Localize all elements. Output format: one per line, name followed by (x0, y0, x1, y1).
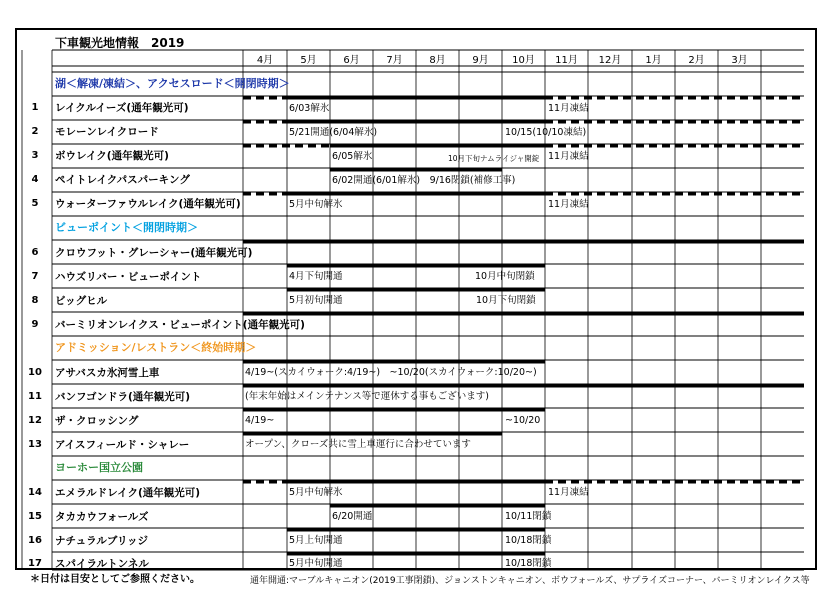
row-name: モレーンレイクロード (55, 126, 159, 138)
row-number: 2 (31, 126, 39, 137)
row-number: 11 (28, 391, 42, 402)
schedule-note: 5月中旬開通 (289, 558, 343, 569)
section-lakes: 湖＜解凍/凍結＞、アクセスロード＜開閉時期＞ (55, 77, 290, 90)
row-number: 15 (28, 511, 42, 522)
row-name: ザ・クロッシング (55, 415, 139, 427)
schedule-note: 6/02開通(6/01解氷) 9/16閉鎖(補修工事) (332, 175, 516, 186)
month-label: 7月 (386, 55, 403, 66)
schedule-note: 10/15(10/10凍結) (505, 127, 587, 138)
row-number: 13 (28, 439, 42, 450)
row-name: スパイラルトンネル (55, 558, 149, 570)
month-label: 3月 (731, 55, 748, 66)
schedule-note: 10/11閉鎖 (505, 511, 552, 522)
schedule-note: 5/21開通(6/04解氷) (289, 127, 378, 138)
schedule-note: 10月中旬閉鎖 (475, 271, 535, 282)
row-number: 3 (31, 150, 39, 161)
month-label: 11月 (555, 55, 578, 66)
section-admission: アドミッション/レストラン＜終始時期＞ (55, 341, 257, 354)
row-number: 5 (31, 198, 39, 209)
schedule-note: 10/18閉鎖 (505, 558, 552, 569)
month-label: 6月 (343, 55, 360, 66)
row-number: 4 (31, 174, 39, 185)
schedule-note: (年末年始はメインテナンス等で運休する事もございます) (245, 391, 489, 402)
row-number: 16 (28, 535, 42, 546)
row-number: 17 (28, 558, 42, 569)
row-name: ハウズリバー・ビューポイント (55, 271, 202, 283)
row-name: ウォーターファウルレイク(通年観光可) (55, 198, 241, 210)
schedule-note: 6/05解氷 (332, 151, 373, 162)
row-name: ビッグヒル (55, 295, 108, 307)
month-label: 9月 (472, 55, 489, 66)
row-number: 10 (28, 367, 42, 378)
schedule-note: 5月中旬解氷 (289, 199, 343, 210)
schedule-note: 6/20開通 (332, 511, 373, 522)
schedule-note: 5月中旬解氷 (289, 487, 343, 498)
row-number: 6 (31, 247, 39, 258)
month-label: 2月 (688, 55, 705, 66)
schedule-note: 5月初旬開通 (289, 295, 343, 306)
schedule-note: 11月凍結 (548, 487, 589, 498)
row-name: ボウレイク(通年観光可) (55, 150, 169, 162)
row-name: タカカウフォールズ (55, 511, 149, 523)
month-label: 12月 (598, 55, 622, 66)
schedule-note: 11月凍結 (548, 151, 589, 162)
row-number: 8 (31, 295, 39, 306)
row-name: バーミリオンレイクス・ビューポイント(通年観光可) (55, 319, 305, 331)
section-yoho: ヨーホー国立公園 (55, 461, 143, 474)
footer-note: ＊日付は目安としてご参照ください。 (30, 574, 200, 585)
schedule-note: 5月上旬開通 (289, 535, 343, 546)
schedule-note: ~10/20 (505, 415, 541, 426)
month-label: 8月 (429, 55, 446, 66)
month-label: 1月 (645, 55, 662, 66)
schedule-note: 10月下旬閉鎖 (476, 295, 536, 306)
schedule-note: 10月下旬ナムライジャ開錠 (448, 154, 540, 163)
row-name: クロウフット・グレーシャー(通年観光可) (55, 247, 253, 259)
row-number: 7 (31, 271, 39, 282)
month-label: 5月 (300, 55, 317, 66)
schedule-note: 11月凍結 (548, 199, 589, 210)
row-number: 1 (31, 102, 39, 113)
schedule-note: 6/03解氷 (289, 103, 330, 114)
month-label: 4月 (256, 55, 274, 66)
row-number: 9 (31, 319, 39, 330)
row-name: アイスフィールド・シャレー (55, 439, 190, 451)
schedule-note: 4/19~(スカイウォーク:4/19~) ~10/20(スカイウォーク:10/20~) (245, 367, 537, 378)
schedule-note: 10/18閉鎖 (505, 535, 552, 546)
schedule-note: オープン、クローズ共に雪上車運行に合わせています (245, 439, 471, 450)
row-name: ペイトレイクパスパーキング (55, 174, 190, 186)
row-number: 14 (28, 487, 42, 498)
month-label: 10月 (512, 55, 535, 66)
section-viewpoints: ビューポイント＜開閉時期＞ (55, 221, 198, 234)
footer-yearround: 通年開通:マーブルキャニオン(2019工事閉鎖)、ジョンストンキャニオン、ボウフォールズ、サプライズコーナー、バーミリオンレイクス等 (250, 576, 810, 586)
schedule-note: 11月凍結 (548, 103, 589, 114)
row-name: ナチュラルブリッジ (55, 535, 149, 547)
row-name: レイクルイーズ(通年観光可) (55, 102, 189, 114)
page-title: 下車観光地情報 2019 (55, 36, 185, 50)
row-name: アサバスカ氷河雪上車 (55, 367, 160, 379)
row-name: エメラルドレイク(通年観光可) (55, 487, 201, 499)
schedule-note: 4月下旬開通 (289, 271, 343, 282)
schedule-note: 4/19~ (245, 415, 275, 426)
row-number: 12 (28, 415, 42, 426)
row-name: バンフゴンドラ(通年観光可) (55, 391, 191, 403)
